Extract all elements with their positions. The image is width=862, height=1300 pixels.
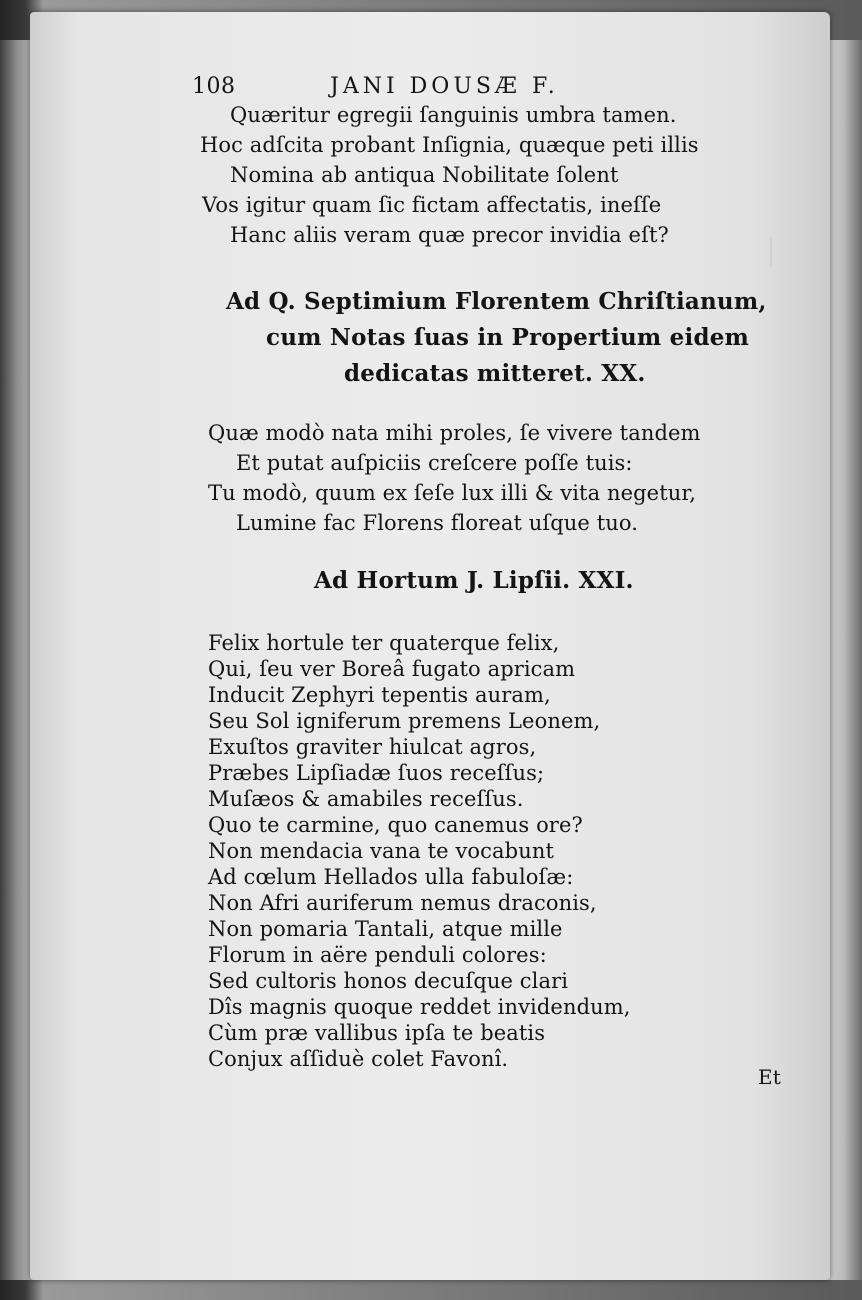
verse-line: Quæ modò nata mihi proles, ſe vivere tandem — [208, 421, 701, 445]
catchword: Et — [758, 1065, 781, 1089]
verse-line: Vos igitur quam ſic fictam affectatis, ineſſe — [202, 193, 662, 217]
verse-line: Seu Sol igniferum premens Leonem, — [208, 709, 601, 733]
poem-heading: Ad Q. Septimium Florentem Chriſtianum, — [226, 288, 767, 315]
verse-line: Nomina ab antiqua Nobilitate ſolent — [230, 163, 619, 187]
verse-line: Hoc adſcita probant Inſignia, quæque peti illis — [200, 133, 699, 157]
verse-line: Dîs magnis quoque reddet invidendum, — [208, 995, 631, 1019]
verse-line: Muſæos & amabiles receſſus. — [208, 787, 524, 811]
running-title: JANI DOUSÆ F. — [330, 74, 559, 99]
verse-line: Tu modò, quum ex ſeſe lux illi & vita negetur, — [208, 481, 696, 505]
verse-line: Lumine fac Florens floreat uſque tuo. — [236, 511, 639, 535]
verse-line: Exuſtos graviter hiulcat agros, — [208, 735, 537, 759]
poem-heading: Ad Hortum J. Lipſii. XXI. — [314, 567, 634, 594]
verse-line: Ad cœlum Hellados ulla fabuloſæ: — [208, 865, 574, 889]
verse-line: Cùm præ vallibus ipſa te beatis — [208, 1021, 546, 1045]
verse-line: Quæritur egregii ſanguinis umbra tamen. — [230, 103, 677, 127]
poem-heading: cum Notas ſuas in Propertium eidem — [266, 324, 750, 351]
verse-line: Inducit Zephyri tepentis auram, — [208, 683, 551, 707]
poem-heading: dedicatas mitteret. XX. — [344, 360, 646, 387]
verse-line: Hanc aliis veram quæ precor invidia eſt? — [230, 223, 669, 247]
verse-line: Sed cultoris honos decuſque clari — [208, 969, 569, 993]
book-page — [30, 12, 830, 1280]
page-number: 108 — [192, 74, 236, 99]
verse-line: Non mendacia vana te vocabunt — [208, 839, 554, 863]
verse-line: Non pomaria Tantali, atque mille — [208, 917, 563, 941]
verse-line: Non Afri auriferum nemus draconis, — [208, 891, 597, 915]
verse-line: Quo te carmine, quo canemus ore? — [208, 813, 583, 837]
verse-line: Et putat auſpiciis creſcere poſſe tuis: — [236, 451, 633, 475]
bleed-through-mark — [770, 237, 812, 267]
verse-line: Qui, ſeu ver Boreâ fugato apricam — [208, 657, 576, 681]
verse-line: Præbes Lipſiadæ ſuos receſſus; — [208, 761, 545, 785]
verse-line: Conjux aſſiduè colet Favonî. — [208, 1047, 509, 1071]
verse-line: Felix hortule ter quaterque felix, — [208, 631, 560, 655]
verse-line: Florum in aëre penduli colores: — [208, 943, 547, 967]
